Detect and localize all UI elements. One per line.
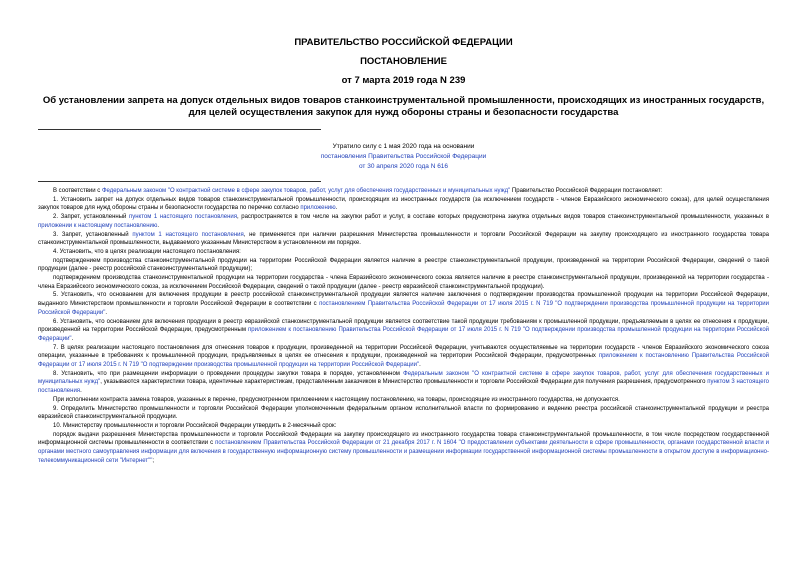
law-link[interactable]: Федеральным законом "О контрактной системе в сфере закупок товаров, работ, услуг для обеспечения государственных и муниципальных нужд" [38, 370, 769, 386]
text: . [80, 388, 82, 395]
paragraph-1 [38, 196, 769, 213]
text: ; [152, 457, 155, 464]
resolution-link[interactable]: приложением к постановлению Правительства Российской Федерации от 17 июля 2015 г. N 719 "О подтверждении производства промышленной продукции на территории Российской Федерации" [38, 327, 770, 342]
text: В соответствии с [53, 188, 102, 194]
text: Правительство Российской Федерации постановляет: [510, 188, 663, 194]
paragraph-8 [38, 370, 769, 396]
paragraph-10a [38, 431, 769, 466]
paragraph-9: 9. Определить Министерство промышленности и торговли Российской Федерации уполномоченным федеральным органом исполнительной власти по формированию и ведению реестра российской станкоинструментальной продукции и реестра евразийской станкоинструментальной продукции. [38, 405, 769, 421]
status-note [0, 142, 807, 172]
paragraph-2 [38, 213, 769, 230]
text: . [105, 309, 108, 316]
document-type: ПОСТАНОВЛЕНИЕ [360, 56, 447, 67]
text: . [157, 222, 160, 229]
text: 6. Установить, что основанием для включения продукции в реестр евразийской станкоинструментальной продукции является соответствие такой продукции требованиям к промышленной продукции, предъявляемым в целях ее отнесения к продукции, произведенной на территории Российской Федерации, предусмотренным [38, 318, 769, 334]
text: 3. Запрет, установленный [53, 231, 133, 238]
text: , не применяется при наличии разрешения Министерства промышленности и торговли Российской Федерации на закупку происходящего из иностранного государства товара станкоинструментальной промышленности, выдаваемого указанным Министерством в установленном им порядке. [38, 231, 770, 247]
document-title: Об установлении запрета на допуск отдельных видов товаров станкоинструментальной промышленности, происходящих из иностранных государств, для целей осуществления закупок для нужд обороны страны и безопасности государства [42, 95, 765, 118]
paragraph-6 [38, 318, 769, 344]
paragraph-4: 4. Установить, что в целях реализации настоящего постановления: [53, 248, 241, 255]
text: , указываются характеристики товара, идентичные характеристикам, представленным заказчиком в Министерство промышленности и торговли Российской Федерации для получения разрешения, предусмотренного [100, 379, 708, 386]
text: 5. Установить, что основанием для включения продукции в реестр российской станкоинструментальной продукции является наличие заключения о подтверждении производства промышленной продукции на территории Российской Федерации, выданного Министерством промышленности и торговли Российской Федерации в соответствии с [38, 292, 769, 308]
text: 7. В целях реализации настоящего постановления для отнесения товаров к продукции, произведенной на территории Российской Федерации, учитываются осуществляемые на территории государств - членов Евразийского экономического союза операции, указанные в требованиях к промышленной продукции, предъявляемых в целях ее отнесения к продукции, произведенной на территории Российской Федерации, предусмотренных [38, 344, 769, 360]
resolution-link[interactable]: постановлением Правительства Российской Федерации от 17 июля 2015 г. N 719 "О подтверждении производства промышленной продукции на территории Российской Федерации" [38, 301, 770, 316]
paragraph-4b: подтверждением производства станкоинструментальной продукции на территории государства - члена Евразийского экономического союза является наличие в реестре станкоинструментальной продукции, произведенной на территории государства - члена Евразийского экономического союза, за исключением Российской Федерации, сведений о такой продукции (далее - реестр евразийской станкоинструментальной продукции). [38, 275, 769, 290]
text: 8. Установить, что при размещении информации о проведении процедуры закупки товара в порядке, установленном [53, 370, 404, 377]
status-note-text: Утратило силу с 1 мая 2020 года на основании [332, 143, 475, 150]
divider-top [38, 129, 321, 130]
clause-link[interactable]: пунктом 1 настоящего постановления [128, 214, 237, 221]
document-body [38, 187, 769, 466]
status-note-link-date[interactable]: от 30 апреля 2020 года N 616 [358, 163, 449, 170]
text: порядок выдачи разрешения Министерства промышленности и торговли Российской Федерации на закупку происходящего из иностранного государства товара станкоинструментальной промышленности, в том числе посредством государственной информационной системы промышленности в соответствии с [38, 431, 769, 447]
resolution-link[interactable]: постановлением Правительства Российской Федерации от 21 декабря 2017 г. N 1604 "О предоставлении субъектами деятельности в сфере промышленности, органами государственной власти и органами местного самоуправления информации для включения в государственную информационную систему промышленности и размещении информации государственной информационной системы промышленности в открытом доступе в информационно-телекоммуникационной сети "Интернет"" [38, 440, 770, 464]
appendix-link[interactable]: приложении к настоящему постановлению [38, 222, 158, 229]
resolution-link[interactable]: приложением к постановлению Правительства Российской Федерации от 17 июля 2015 г. N 719 "О подтверждении производства промышленной продукции на территории Российской Федерации" [38, 353, 770, 369]
paragraph-4a: подтверждением производства станкоинструментальной продукции на территории Российской Федерации является наличие в реестре станкоинструментальной продукции, произведенной на территории Российской Федерации, сведений о такой продукции (далее - реестр российской станкоинструментальной продукции); [38, 257, 769, 273]
paragraph-preamble [38, 187, 769, 196]
paragraph-10: 10. Министерству промышленности и торговли Российской Федерации утвердить в 2-месячный срок: [53, 422, 337, 429]
document-date: от 7 марта 2019 года N 239 [341, 75, 466, 86]
divider-bottom [38, 181, 321, 182]
appendix-link[interactable]: приложению [300, 205, 336, 212]
law-link[interactable]: Федеральным законом "О контрактной системе в сфере закупок товаров, работ, услуг для обеспечения государственных и муниципальных нужд" [101, 188, 511, 194]
government-heading: ПРАВИТЕЛЬСТВО РОССИЙСКОЙ ФЕДЕРАЦИИ [294, 37, 513, 48]
text: 2. Запрет, установленный [53, 214, 129, 221]
text: , распространяется в том числе на закупки работ и услуг, в составе которых предусмотрена закупка отдельных видов товаров станкоинструментальной промышленности, указанных в [237, 214, 770, 221]
text: . [419, 362, 421, 369]
clause-link[interactable]: пунктом 3 настоящего постановления [38, 379, 769, 395]
text: . [71, 335, 74, 342]
status-note-link[interactable]: постановления Правительства Российской Федерации [320, 153, 487, 160]
clause-link[interactable]: пунктом 1 настоящего постановления [132, 231, 244, 238]
paragraph-3 [38, 231, 769, 248]
paragraph-5 [38, 291, 769, 317]
paragraph-8-note: При исполнении контракта замена товаров, указанных в перечне, предусмотренном приложением к настоящему постановлению, на товары, происходящие из иностранного государства, не допускается. [53, 396, 620, 403]
text: . [335, 205, 338, 212]
paragraph-7 [38, 344, 769, 370]
text: 1. Установить запрет на допуск отдельных видов товаров станкоинструментальной промышленности, происходящих из иностранных государств (за исключением государств - членов Евразийского экономического союза), для целей осуществления закупок товаров для нужд обороны страны и безопасности государства по перечню согласно [38, 196, 769, 212]
